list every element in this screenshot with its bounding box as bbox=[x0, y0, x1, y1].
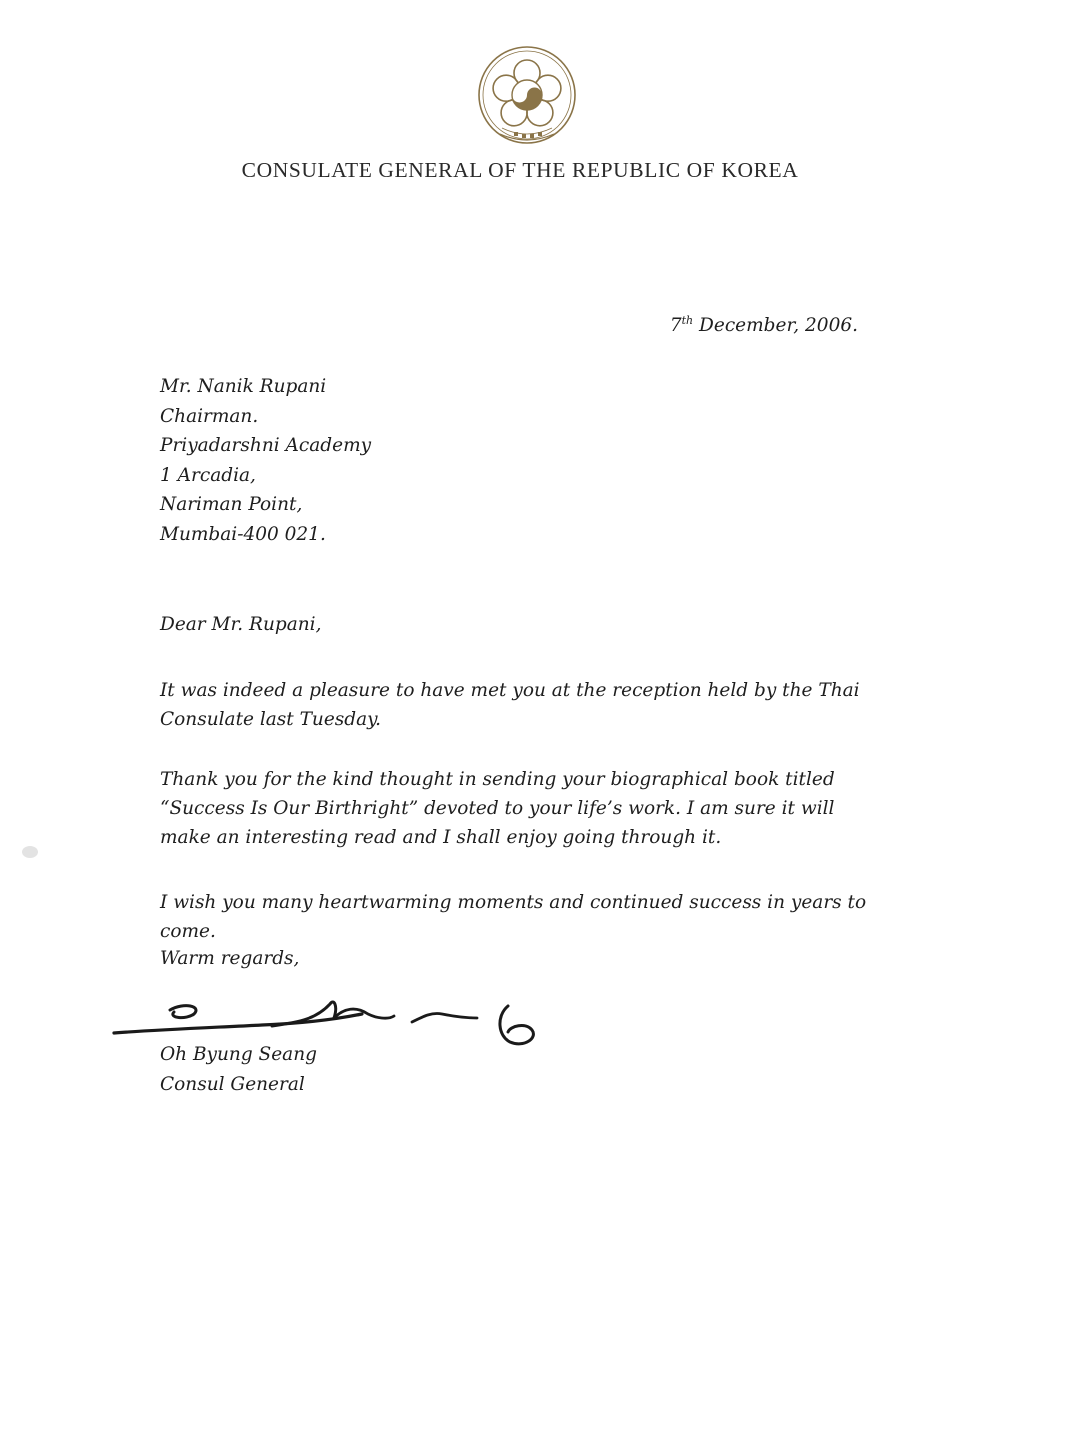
recipient-street: 1 Arcadia, bbox=[160, 464, 256, 486]
body-paragraph-2: Thank you for the kind thought in sending your biographical book titled “Success Is Our Birthright” devoted to your life’s work. I am sure it will make an interesting read and I shall enjoy going through it. bbox=[160, 769, 835, 848]
date-suffix: th bbox=[681, 314, 694, 327]
recipient-organization: Priyadarshni Academy bbox=[160, 435, 372, 457]
letter-date bbox=[670, 314, 858, 336]
recipient-area: Nariman Point, bbox=[160, 494, 303, 516]
closing: Warm regards, bbox=[160, 948, 300, 969]
signer-block bbox=[160, 1040, 317, 1100]
recipient-name: Mr. Nanik Rupani bbox=[160, 376, 327, 397]
korea-seal-icon bbox=[476, 44, 578, 146]
consulate-title: CONSULATE GENERAL OF THE REPUBLIC OF KOREA bbox=[241, 158, 799, 182]
recipient-city: Mumbai-400 021. bbox=[160, 523, 326, 545]
signer-title: Consul General bbox=[160, 1074, 305, 1095]
body-paragraph-3: I wish you many heartwarming moments and continued success in years to come. bbox=[160, 892, 867, 942]
recipient-address bbox=[160, 372, 371, 550]
salutation: Dear Mr. Rupani, bbox=[160, 614, 322, 635]
date-day: 7 bbox=[669, 315, 682, 336]
paper-smudge bbox=[22, 846, 38, 858]
date-rest: December, 2006. bbox=[693, 315, 858, 336]
recipient-title: Chairman. bbox=[160, 405, 259, 427]
signer-name: Oh Byung Seang bbox=[160, 1044, 317, 1065]
body-paragraph-1: It was indeed a pleasure to have met you at the reception held by the Thai Consulate last Tuesday. bbox=[160, 680, 860, 730]
